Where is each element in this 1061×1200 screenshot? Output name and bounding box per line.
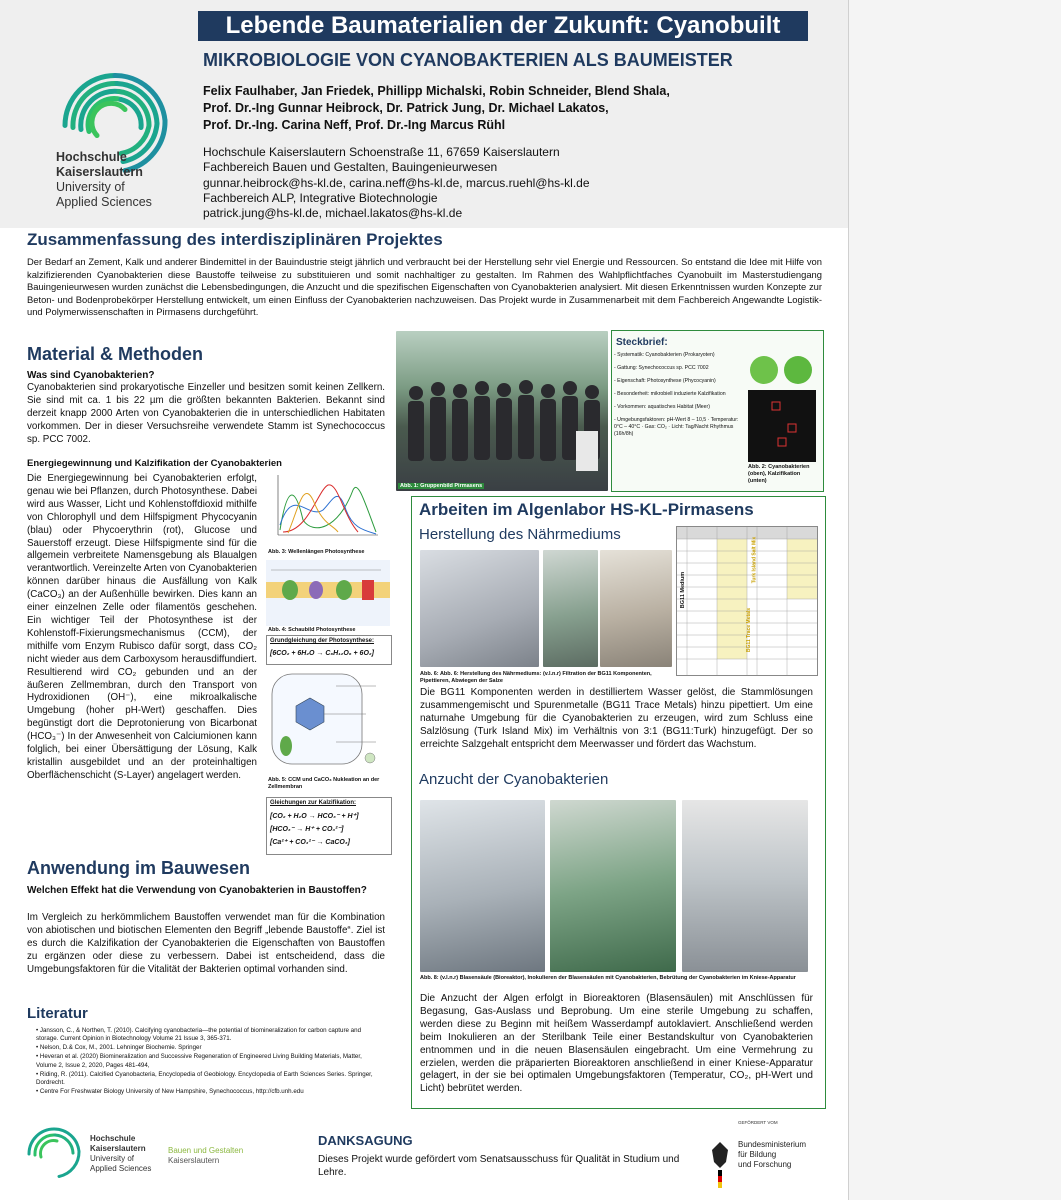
steckbrief-title: Steckbrief: bbox=[616, 337, 668, 348]
poster-subtitle: MIKROBIOLOGIE VON CYANOBAKTERIEN ALS BAUMEISTER bbox=[203, 50, 733, 70]
steckbrief-item: - Umgebungsfaktoren: pH-Wert 8 – 10,5 · Temperatur: 0°C – 40°C · Gas: CO₂ · Licht: Tag/Nacht Rhythmus (16h/8h) bbox=[614, 417, 739, 437]
steckbrief-item: - Gattung: Synechococcus sp. PCC 7002 bbox=[614, 365, 709, 371]
filtration-photo bbox=[420, 550, 539, 667]
bg11-table-grid bbox=[677, 527, 817, 675]
ccm-diagram bbox=[266, 666, 390, 774]
address-line: gunnar.heibrock@hs-kl.de, carina.neff@hs-kl.de, marcus.ruehl@hs-kl.de bbox=[203, 175, 590, 190]
address-line: Fachbereich ALP, Integrative Biotechnologie bbox=[203, 190, 438, 205]
logo-line-2: Kaiserslautern bbox=[56, 165, 143, 179]
literature-item: • Centre For Freshwater Biology University of New Hampshire, Synechococcus, http://cfb.unh.edu bbox=[36, 1087, 304, 1095]
author-list bbox=[203, 83, 803, 134]
address-line: Fachbereich Bauen und Gestalten, Bauingenieurwesen bbox=[203, 160, 498, 175]
calc-eq-title: Gleichungen zur Kalzifikation: bbox=[270, 800, 357, 806]
author-line: Felix Faulhaber, Jan Friedek, Phillipp Michalski, Robin Schneider, Blend Shala, bbox=[203, 84, 670, 98]
logo-line-3: University of bbox=[56, 180, 125, 194]
group-photo bbox=[396, 331, 608, 491]
inoculation-photo bbox=[550, 800, 676, 972]
steckbrief-item: - Systematik: Cyanobakterien (Prokaryoten) bbox=[614, 352, 715, 358]
table-label-turk: Turk Island Salt Mix bbox=[751, 536, 758, 584]
poster-title: Lebende Baumaterialien der Zukunft: Cyanobuilt bbox=[198, 11, 808, 41]
footer-logo-line: Hochschule bbox=[90, 1134, 136, 1143]
fig6-caption: Abb. 6: Abb. 6: Herstellung des Nährmediums: (v.l.n.r) Filtration der BG11 Komponenten, Pipettieren, Abwiegen der Salze bbox=[420, 671, 652, 684]
steckbrief-item: - Vorkommen: aquatisches Habitat (Meer) bbox=[614, 404, 711, 410]
address-block bbox=[203, 145, 803, 221]
cultivation-subtitle: Anzucht der Cyanobakterien bbox=[419, 771, 609, 788]
application-title: Anwendung im Bauwesen bbox=[27, 858, 251, 878]
footer-logo-line: Kaiserslautern bbox=[90, 1144, 146, 1153]
steckbrief-item: - Besonderheit: mikrobiell induzierte Kalzifikation bbox=[614, 391, 726, 397]
summary-title: Zusammenfassung des interdisziplinären Projektes bbox=[27, 230, 443, 249]
sponsor-small: GEFÖRDERT VOM bbox=[738, 1120, 778, 1125]
cultivation-text: Die Anzucht der Algen erfolgt in Bioreaktoren (Blasensäulen) mit Anschlüssen für Begasung, Gas-Auslass und Beprobung. Um eine sterile Umgebung zu schaffen, werden diese zu Beginn mit heißem Wasserdampf autoklaviert. Anschließend werden beim Inokulieren an der Sterilbank Teile einer Bestandskultur von Cyanobakterien entnommen und in die neuen Blasensäulen eingebracht. Um eine Vermehrung zu erzielen, werden die präparierten Bioreaktoren anschließend in einer Kniese-Apparatur gelagert, in der sie bei optimalen Umgebungsfaktoren (Temperatur, CO₂, pH-Wert und Licht) bebrütet werden. bbox=[420, 993, 813, 1095]
literature-title: Literatur bbox=[27, 1005, 88, 1022]
literature-item: • Riding, R. (2011). Calcified Cyanobacteria, Encyclopedia of Geobiology. Encyclopedia of Earth Sciences Series. Springer, Dordrecht. bbox=[36, 1070, 373, 1086]
q-cyanobacteria-text: Cyanobakterien sind prokaryotische Einzeller und besitzen somit keinen Zellkern. Sie sind mit ca. 1 bis 22 µm die größten bekannten Bakterien. Bekannt sind derzeit knapp 2000 Arten von Cyanobakterien die in unterschiedlichen Habitaten vorkommen. Der in dieser Versuchsreihe verwendete Stamm ist Synechococcus sp. PCC 7002. bbox=[27, 382, 385, 445]
q-cyanobacteria: Was sind Cyanobakterien? bbox=[27, 370, 155, 381]
author-line: Prof. Dr.-Ing Gunnar Heibrock, Dr. Patrick Jung, Dr. Michael Lakatos, bbox=[203, 101, 609, 115]
fig2-caption: Abb. 2: Cyanobakterien (oben), Kalzifikation (unten) bbox=[748, 464, 810, 484]
fig4-caption: Abb. 4: Schaubild Photosynthese bbox=[268, 627, 356, 633]
photo-eq-title: Grundgleichung der Photosynthese: bbox=[270, 638, 375, 644]
footer-wordmark bbox=[90, 1134, 151, 1174]
poster-footer bbox=[0, 1120, 848, 1200]
sponsor-name bbox=[738, 1140, 806, 1170]
methods-title: Material & Methoden bbox=[27, 344, 204, 364]
literature-item: • Jansson, C., & Northen, T. (2010). Calcifying cyanobacteria—the potential of biomineralization for carbon capture and storage. Current Opinion in Biotechnology Volume 21 Issue 3, 365-371. bbox=[36, 1027, 362, 1043]
federal-eagle-icon bbox=[708, 1140, 732, 1188]
address-line: patrick.jung@hs-kl.de, michael.lakatos@hs-kl.de bbox=[203, 206, 463, 221]
address-line: Hochschule Kaiserslautern Schoenstraße 11, 67659 Kaiserslautern bbox=[203, 145, 560, 159]
footer-dept-line: Bauen und Gestalten bbox=[168, 1146, 244, 1155]
poster-header bbox=[0, 0, 848, 228]
logo-line-1: Hochschule bbox=[56, 150, 127, 164]
steckbrief-list bbox=[614, 352, 744, 444]
footer-logo-line: Applied Sciences bbox=[90, 1164, 152, 1173]
incubation-photo bbox=[682, 800, 808, 972]
footer-logo-icon bbox=[24, 1124, 84, 1184]
calc-eq-3: [Ca²⁺ + CO₃²⁻ → CaCO₃] bbox=[270, 839, 350, 846]
table-label-bg11: BG11 Medium bbox=[680, 571, 687, 609]
calc-eq-1: [CO₂ + H₂O → HCO₃⁻ + H⁺] bbox=[270, 813, 359, 820]
logo-wordmark bbox=[56, 150, 152, 210]
calcification-equations-box bbox=[266, 797, 392, 855]
energy-text: Die Energiegewinnung bei Cyanobakterien erfolgt, genau wie bei Pflanzen, durch Photosynthese. Dabei wird aus Wasser, Licht und Kohlenstoffdioxid mithilfe von Chlorophyll und dem Hilfspigment Phycocyanin (blau) oder Phycoerythrin (rot), Glucose und Sauerstoff erzeugt. Diese Hilfspigmente sind für die allgemein verbreitete Namensgebung als Blaualgen verantwortlich. Vereinzelte Arten von Cyanobakterien können darüber hinaus die Ausfällung von Kalk (CaCO₃) an der Außenhülle bewirken. Dies kann an einer einzelnen Zelle oder filamentös geschehen. Ein wichtiger Teil der Photosynthese ist der Kohlenstoff-Fixierungsmechanismus (CCM), der mithilfe vom Enzym Rubisco dafür sorgt, dass CO₂ nicht wieder aus dem Carboxysom herausdiffundiert. Resultierend wird CO₂ gebunden und an der äußeren Zellmembran, durch den Transport von Hydroxidionen (OH⁻), eine mikroalkalische Umgebung (hoher pH-Wert) geschaffen. Dies begünstigt dort die Deprotonierung von Bicarbonat (HCO₃⁻) In der Anwesenheit von Calciumionen kann folglich, bei einer Übersättigung der Lösung, Kalk kristallin ausgebildet und an der proteinhaltigen Oberflächenschicht (S-Layer) angelagert werden. bbox=[27, 473, 257, 781]
summary-text: Der Bedarf an Zement, Kalk und anderer Bindemittel in der Bauindustrie steigt jährlich und verbraucht bei der Herstellung sehr viel Energie und Ressourcen. So entstand die Idee mit Hilfe von kalzifizierenden Cyanobakterien diese Baustoffe teilweise zu substituieren und somit nachhaltiger zu gestalten. Im Rahmen des Wahlpflichtfaches Cyanobuilt im Masterstudiengang Bauingenieurwesen wurden zunächst die Lebensbedingungen, die Anzucht und die spezifischen Eigenschaften von Cyanobakterien analysiert. Mit diesen Erkenntnissen wurden Konzepte zur Beton- und Bodenprobekörper Herstellung entwickelt, um einen Einfluss der Cyanobakterien nachzuweisen. Das Projekt wurde in Zusammenarbeit mit dem Fachbereich Angewandte Logistik- und Polymerwissenschaften in Pirmasens durchgeführt. bbox=[27, 256, 822, 318]
sponsor-line: für Bildung bbox=[738, 1150, 777, 1159]
people-silhouettes bbox=[396, 331, 608, 491]
application-text: Im Vergleich zu herkömmlichem Baustoffen verwendet man für die Kombination von abiotischen und biotischen Elementen den Begriff „lebende Baustoffe“. Ziel ist es durch die Kalzifikation der Cyanobakterien die Eigenschaften von Baustoffen zu ergänzen oder diese zu verbessern. Dabei ist entscheidend, dass die Umgebungsfaktoren für die Vitalität der Bakterien optimal vorhanden sind. bbox=[27, 912, 385, 975]
photosynthesis-equation-box bbox=[266, 635, 392, 665]
sponsor-line: und Forschung bbox=[738, 1160, 792, 1169]
medium-text: Die BG11 Komponenten werden in destilliertem Wasser gelöst, die Stammlösungen zusammengemischt und Spurenmetalle (BG11 Trace Metals) hinzu pipettiert. Um eine naturnahe Umgebung für die Cyanobakterien zu erzeugen, wird zum Schluss eine Salzlösung (Turk Island Mix) im Verhältnis von 3:1 (BG11:Turk) hinzugefügt. Der so erreichte Salzgehalt entspricht dem Meerwasser und fördert das Wachstum. bbox=[420, 687, 813, 750]
fig3-caption: Abb. 3: Wellenlängen Photosynthese bbox=[268, 549, 365, 555]
literature-item: • Nelson, D.& Cox, M., 2001. Lehninger Biochemie. Springer bbox=[36, 1044, 202, 1052]
application-question: Welchen Effekt hat die Verwendung von Cyanobakterien in Baustoffen? bbox=[27, 885, 367, 896]
photosynthesis-scheme bbox=[266, 560, 390, 626]
sponsor-line: Bundesministerium bbox=[738, 1140, 807, 1149]
footer-department bbox=[168, 1146, 243, 1166]
algae-title: Arbeiten im Algenlabor HS-KL-Pirmasens bbox=[419, 500, 754, 519]
fig8-caption: Abb. 8: (v.l.n.r) Blasensäule (Bioreaktor), Inokulieren der Blasensäulen mit Cyanobakterien, Bebrütung der Cyanobakterien im Kniese-Apparatur bbox=[420, 975, 796, 981]
table-label-trace: BG11 Trace Metals bbox=[746, 607, 753, 653]
steckbrief-item: - Eigenschaft: Photosynthese (Phycocyanin) bbox=[614, 378, 716, 384]
medium-subtitle: Herstellung des Nährmediums bbox=[419, 526, 621, 543]
literature-list bbox=[36, 1027, 376, 1097]
right-margin bbox=[849, 0, 1061, 1200]
bg11-table bbox=[676, 526, 818, 676]
thanks-text: Dieses Projekt wurde gefördert vom Senatsausschuss für Qualität in Studium und Lehre. bbox=[318, 1154, 680, 1178]
footer-dept-line: Kaiserslautern bbox=[168, 1156, 220, 1165]
literature-item: • Heveran et al. (2020) Biomineralization and Successive Regeneration of Engineered Living Building Materials, Matter, Volume 2, Issue 2, 2020, Pages 481-494, bbox=[36, 1053, 362, 1069]
pipetting-photo bbox=[543, 550, 598, 667]
fig1-caption: Abb. 1: Gruppenbild Pirmasens bbox=[400, 483, 483, 489]
cyanobacteria-micrographs bbox=[748, 352, 816, 462]
weighing-photo bbox=[600, 550, 672, 667]
footer-logo-line: University of bbox=[90, 1154, 135, 1163]
author-line: Prof. Dr.-Ing. Carina Neff, Prof. Dr.-Ing Marcus Rühl bbox=[203, 118, 506, 132]
bioreactor-photo bbox=[420, 800, 545, 972]
calc-eq-2: [HCO₃⁻ → H⁺ + CO₃²⁻] bbox=[270, 826, 344, 833]
photo-eq: [6CO₂ + 6H₂O → C₆H₁₂O₆ + 6O₂] bbox=[270, 650, 374, 657]
wavelength-figure bbox=[268, 470, 388, 545]
thanks-title: DANKSAGUNG bbox=[318, 1133, 413, 1148]
logo-line-4: Applied Sciences bbox=[56, 195, 152, 209]
energy-heading: Energiegewinnung und Kalzifikation der Cyanobakterien bbox=[27, 458, 282, 469]
fig5-caption: Abb. 5: CCM und CaCO₃ Nukleation an der Zellmembran bbox=[268, 777, 380, 790]
